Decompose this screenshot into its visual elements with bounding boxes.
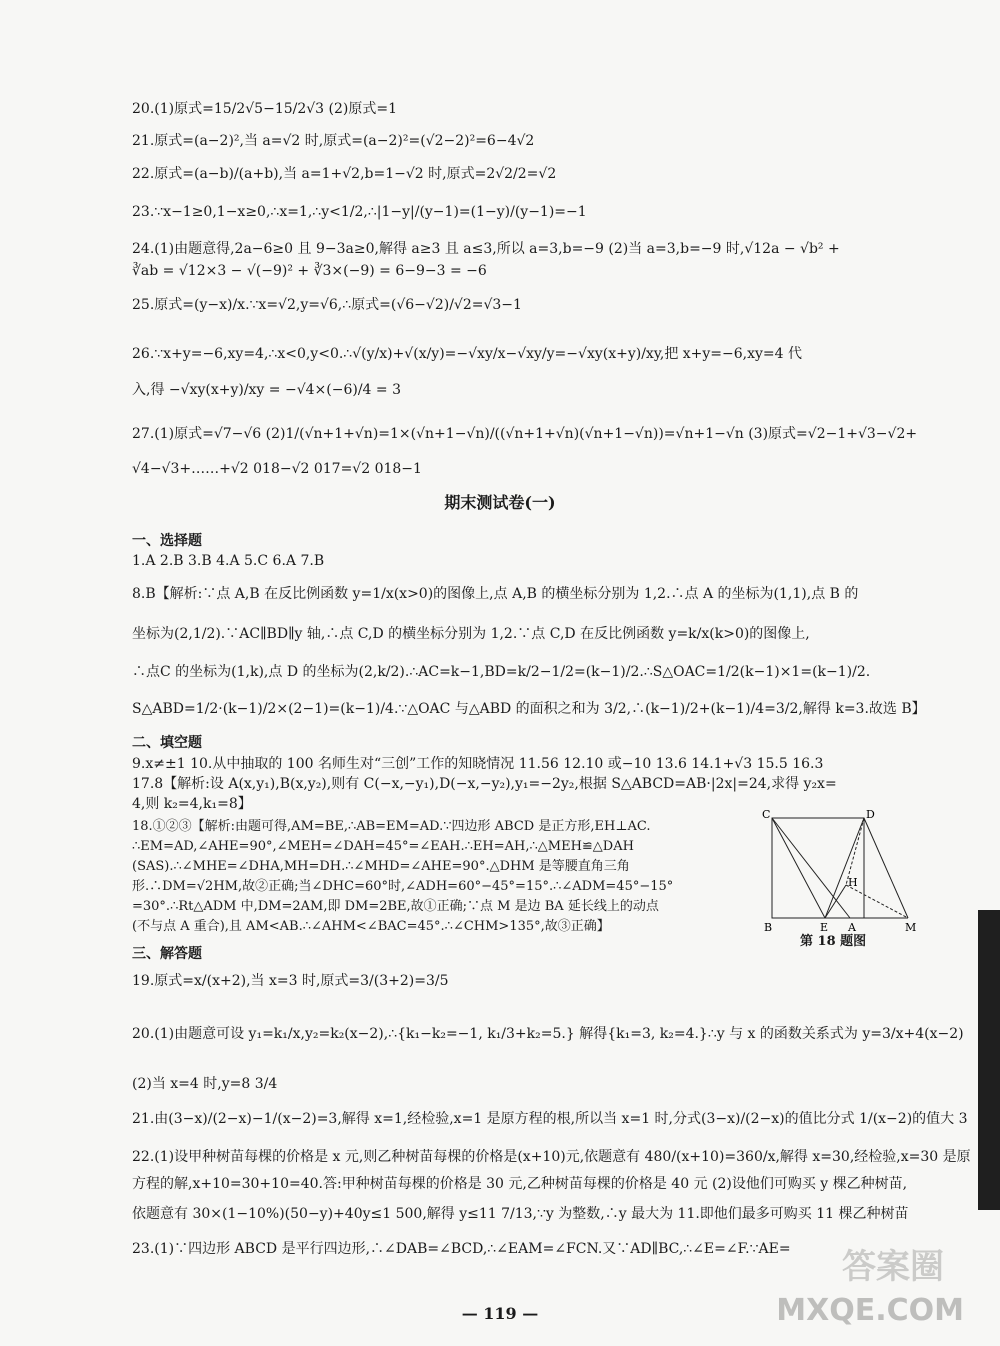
section-heading-solve: 三、解答题 bbox=[132, 946, 202, 962]
q8-line: ∴点C 的坐标为(1,k),点 D 的坐标为(2,k/2).∴AC=k−1,BD=k/2−1/2=(k−1)/2.∴S△OAC=1/2(k−1)×1=(k−1)/2. bbox=[132, 664, 871, 680]
answer-line-24a: 24.(1)由题意得,2a−6≥0 且 9−3a≥0,解得 a≥3 且 a≤3,所以 a=3,b=−9 (2)当 a=3,b=−9 时,√12a − √b² + bbox=[132, 241, 840, 257]
q18-line: (不与点 A 重合),且 AM<AB.∴∠AHM<∠BAC=45°.∴∠CHM>135°,故③正确】 bbox=[132, 919, 610, 934]
q8-line: 坐标为(2,1/2).∵AC∥BD∥y 轴,∴点 C,D 的横坐标分别为 1,2.∵点 C,D 在反比例函数 y=k/x(k>0)的图像上, bbox=[132, 626, 810, 642]
choice-answers: 1.A 2.B 3.B 4.A 5.C 6.A 7.B bbox=[132, 553, 325, 569]
answer-line-26a: 26.∵x+y=−6,xy=4,∴x<0,y<0.∴√(y/x)+√(x/y)=−√xy/x−√xy/y=−√xy(x+y)/xy,把 x+y=−6,xy=4 代 bbox=[132, 346, 803, 362]
segment-ce bbox=[772, 818, 825, 918]
answer-line-20: 20.(1)原式=15/2√5−15/2√3 (2)原式=1 bbox=[132, 101, 398, 117]
solution-line: 23.(1)∵四边形 ABCD 是平行四边形,∴∠DAB=∠BCD,∴∠EAM=∠FCN.又∵AD∥BC,∴∠E=∠F.∵AE= bbox=[132, 1241, 791, 1257]
q8-line: 8.B【解析:∵点 A,B 在反比例函数 y=1/x(x>0)的图像上,点 A,B 的横坐标分别为 1,2.∴点 A 的坐标为(1,1),点 B 的 bbox=[132, 586, 859, 602]
answer-line-25: 25.原式=(y−x)/x.∵x=√2,y=√6,∴原式=(√6−√2)/√2=√3−1 bbox=[132, 297, 522, 313]
q18-line: (SAS).∴∠MHE=∠DHA,MH=DH.∴∠MHD=∠AHE=90°.△DHM 是等腰直角三角 bbox=[132, 859, 630, 874]
solution-line: (2)当 x=4 时,y=8 3/4 bbox=[132, 1076, 278, 1092]
fig-label-d: D bbox=[866, 810, 875, 821]
fig-label-c: C bbox=[762, 810, 771, 821]
answer-line-24b: ∛ab = √12×3 − √(−9)² + ∛3×(−9) = 6−9−3 = −6 bbox=[132, 263, 487, 279]
q18-line: =30°.∴Rt△ADM 中,DM=2AM,即 DM=2BE,故①正确;∵点 M 是边 BA 延长线上的动点 bbox=[132, 899, 659, 914]
fill-answers: 9.x≠±1 10.从中抽取的 100 名师生对“三创”工作的知晓情况 11.56 12.10 或−10 13.6 14.1+√3 15.5 16.3 bbox=[132, 756, 824, 772]
edge-tab bbox=[978, 910, 1000, 1210]
segment-de bbox=[825, 818, 864, 918]
solution-line: 依题意有 30×(1−10%)(50−y)+40y≤1 500,解得 y≤11 7/13,∵y 为整数,∴y 最大为 11.即他们最多可购买 11 棵乙种树苗 bbox=[132, 1206, 909, 1222]
answer-line-27b: √4−√3+……+√2 018−√2 017=√2 018−1 bbox=[132, 461, 422, 477]
segment-hm bbox=[846, 885, 908, 918]
segment-dh bbox=[846, 818, 864, 885]
fig-label-a: A bbox=[848, 921, 856, 934]
solution-line: 22.(1)设甲种树苗每棵的价格是 x 元,则乙种树苗每棵的价格是(x+10)元,依题意有 480/(x+10)=360/x,解得 x=30,经检验,x=30 是原 bbox=[132, 1149, 971, 1165]
watermark-logo-text: 答案圈 bbox=[842, 1247, 944, 1287]
segment-ca bbox=[772, 818, 850, 918]
page-number: — 119 — bbox=[461, 1304, 539, 1323]
fig-label-m: M bbox=[905, 921, 917, 934]
q17-line: 4,则 k₂=4,k₁=8】 bbox=[132, 796, 252, 812]
q18-line: 18.①②③【解析:由题可得,AM=BE,∴AB=EM=AD.∵四边形 ABCD 是正方形,EH⊥AC. bbox=[132, 819, 651, 834]
segment-dm bbox=[864, 818, 908, 918]
answer-line-22: 22.原式=(a−b)/(a+b),当 a=1+√2,b=1−√2 时,原式=2√2/2=√2 bbox=[132, 166, 557, 182]
q18-line: ∴EM=AD,∠AHE=90°,∠MEH=∠DAH=45°=∠EAH.∴EH=AH,∴△MEH≌△DAH bbox=[132, 839, 634, 854]
fig-label-b: B bbox=[764, 921, 773, 934]
answer-line-26b: 入,得 −√xy(x+y)/xy = −√4×(−6)/4 = 3 bbox=[132, 382, 401, 398]
exam-title: 期末测试卷(一) bbox=[444, 493, 556, 512]
q17-line: 17.8【解析:设 A(x,y₁),B(x,y₂),则有 C(−x,−y₁),D(−x,−y₂),y₁=−2y₂,根据 S△ABCD=AB·|2x|=24,求得 y₂x= bbox=[132, 776, 837, 792]
section-heading-fill: 二、填空题 bbox=[132, 735, 202, 751]
answer-line-23: 23.∵x−1≥0,1−x≥0,∴x=1,∴y<1/2,∴|1−y|/(y−1)=(1−y)/(y−1)=−1 bbox=[132, 204, 587, 220]
fig-label-h: H bbox=[848, 876, 858, 889]
section-heading-choice: 一、选择题 bbox=[132, 533, 202, 549]
answer-line-27a: 27.(1)原式=√7−√6 (2)1/(√n+1+√n)=1×(√n+1−√n)/((√n+1+√n)(√n+1−√n))=√n+1−√n (3)原式=√2−1+√3−√2+ bbox=[132, 426, 918, 442]
q8-line: S△ABD=1/2·(k−1)/2×(2−1)=(k−1)/4.∵△OAC 与△ABD 的面积之和为 3/2,∴(k−1)/2+(k−1)/4=3/2,解得 k=3.故选 B】 bbox=[132, 701, 926, 717]
solution-line: 20.(1)由题意可设 y₁=k₁/x,y₂=k₂(x−2),∴{k₁−k₂=−1, k₁/3+k₂=5.} 解得{k₁=3, k₂=4.}∴y 与 x 的函数关系式为 y=3/x+4(x−2) bbox=[132, 1026, 964, 1042]
figure-caption: 第 18 题图 bbox=[800, 934, 867, 949]
fig-label-e: E bbox=[820, 921, 829, 934]
answer-line-21: 21.原式=(a−2)²,当 a=√2 时,原式=(a−2)²=(√2−2)²=6−4√2 bbox=[132, 133, 535, 149]
watermark-url: MXQE.COM bbox=[776, 1293, 964, 1328]
solution-line: 19.原式=x/(x+2),当 x=3 时,原式=3/(3+2)=3/5 bbox=[132, 973, 449, 989]
q18-line: 形.∴DM=√2HM,故②正确;当∠DHC=60°时,∠ADH=60°−45°=15°.∴∠ADM=45°−15° bbox=[132, 879, 674, 894]
geometry-figure-18 bbox=[760, 810, 920, 940]
solution-line: 方程的解,x+10=30+10=40.答:甲种树苗每棵的价格是 30 元,乙种树苗每棵的价格是 40 元 (2)设他们可购买 y 棵乙种树苗, bbox=[132, 1176, 908, 1192]
solution-line: 21.由(3−x)/(2−x)−1/(x−2)=3,解得 x=1,经检验,x=1 是原方程的根,所以当 x=1 时,分式(3−x)/(2−x)的值比分式 1/(x−2)的值大 3 bbox=[132, 1111, 968, 1127]
